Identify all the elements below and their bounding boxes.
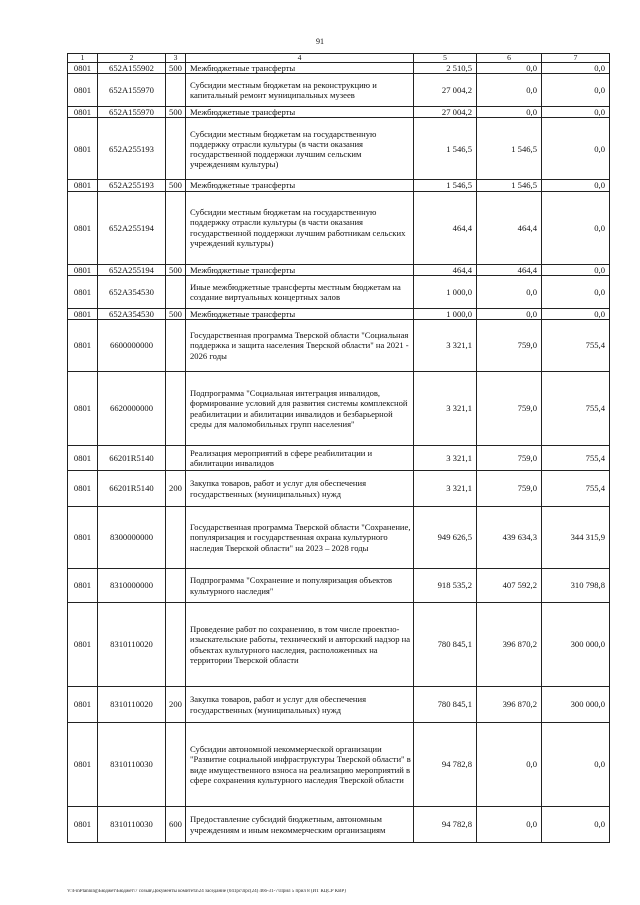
amount-cell: 0,0	[477, 275, 542, 308]
amount-cell: 27 004,2	[414, 107, 477, 118]
file-path-footer: V:\FinPlanning\Бюджет\Бюджет\7 созыв\Документы комитета\24 заседание (041рс\прс(24) 466-31-7\Прил 5 прил 8 (ИТ КЦСР КВР)	[67, 889, 346, 894]
amount-cell: 0,0	[542, 723, 610, 807]
section-code-cell: 0801	[68, 507, 98, 569]
amount-cell: 0,0	[477, 807, 542, 843]
table-row	[68, 264, 610, 275]
description-cell: Государственная программа Тверской области "Социальная поддержка и защита населения Тверской области" на 2021 - 2026 годы	[186, 320, 414, 372]
description-cell: Закупка товаров, работ и услуг для обеспечения государственных (муниципальных) нужд	[186, 471, 414, 507]
amount-cell: 755,4	[542, 320, 610, 372]
table-row	[68, 107, 610, 118]
expense-type-cell	[166, 507, 186, 569]
section-code-cell: 0801	[68, 63, 98, 74]
amount-cell: 0,0	[542, 807, 610, 843]
amount-cell: 759,0	[477, 372, 542, 446]
description-cell: Реализация мероприятий в сфере реабилитации и абилитации инвалидов	[186, 446, 414, 471]
amount-cell: 300 000,0	[542, 603, 610, 687]
amount-cell: 0,0	[477, 723, 542, 807]
table-row	[68, 507, 610, 569]
expense-type-cell	[166, 320, 186, 372]
table-row	[68, 191, 610, 264]
table-row	[68, 372, 610, 446]
expense-type-cell	[166, 372, 186, 446]
amount-cell: 0,0	[477, 308, 542, 319]
table-row	[68, 471, 610, 507]
target-article-cell: 8310110020	[98, 603, 166, 687]
expense-type-cell: 500	[166, 308, 186, 319]
amount-cell: 780 845,1	[414, 687, 477, 723]
section-code-cell: 0801	[68, 471, 98, 507]
section-code-cell: 0801	[68, 723, 98, 807]
table-row	[68, 320, 610, 372]
table-row	[68, 118, 610, 180]
amount-cell: 407 592,2	[477, 569, 542, 603]
section-code-cell: 0801	[68, 687, 98, 723]
amount-cell: 310 798,8	[542, 569, 610, 603]
section-code-cell: 0801	[68, 807, 98, 843]
target-article-cell: 8310110030	[98, 807, 166, 843]
description-cell: Межбюджетные трансферты	[186, 63, 414, 74]
column-header: 6	[477, 54, 542, 63]
column-header: 7	[542, 54, 610, 63]
description-cell: Закупка товаров, работ и услуг для обеспечения государственных (муниципальных) нужд	[186, 687, 414, 723]
expense-type-cell	[166, 74, 186, 107]
amount-cell: 0,0	[542, 74, 610, 107]
amount-cell: 300 000,0	[542, 687, 610, 723]
table-row	[68, 63, 610, 74]
amount-cell: 759,0	[477, 446, 542, 471]
amount-cell: 1 546,5	[414, 118, 477, 180]
target-article-cell: 66201R5140	[98, 446, 166, 471]
target-article-cell: 652A255194	[98, 264, 166, 275]
amount-cell: 0,0	[542, 264, 610, 275]
target-article-cell: 8310000000	[98, 569, 166, 603]
target-article-cell: 652A354530	[98, 275, 166, 308]
section-code-cell: 0801	[68, 308, 98, 319]
target-article-cell: 6620000000	[98, 372, 166, 446]
amount-cell: 0,0	[477, 74, 542, 107]
amount-cell: 0,0	[542, 308, 610, 319]
table-row	[68, 569, 610, 603]
amount-cell: 396 870,2	[477, 603, 542, 687]
table-row	[68, 275, 610, 308]
expense-type-cell	[166, 275, 186, 308]
amount-cell: 94 782,8	[414, 723, 477, 807]
amount-cell: 0,0	[542, 275, 610, 308]
target-article-cell: 652A255193	[98, 118, 166, 180]
description-cell: Субсидии автономной некоммерческой организации "Развитие социальной инфраструктуры Тверской области" в виде имущественного взноса на реализацию мероприятий в сфере сохранения культурного наследия Тверской области	[186, 723, 414, 807]
amount-cell: 0,0	[542, 63, 610, 74]
target-article-cell: 652A255193	[98, 180, 166, 191]
column-header: 1	[68, 54, 98, 63]
target-article-cell: 6600000000	[98, 320, 166, 372]
description-cell: Межбюджетные трансферты	[186, 308, 414, 319]
amount-cell: 949 626,5	[414, 507, 477, 569]
amount-cell: 1 000,0	[414, 275, 477, 308]
description-cell: Иные межбюджетные трансферты местным бюджетам на создание виртуальных концертных залов	[186, 275, 414, 308]
amount-cell: 464,4	[477, 191, 542, 264]
amount-cell: 759,0	[477, 471, 542, 507]
amount-cell: 1 000,0	[414, 308, 477, 319]
section-code-cell: 0801	[68, 603, 98, 687]
description-cell: Предоставление субсидий бюджетным, автономным учреждениям и иным некоммерческим организациям	[186, 807, 414, 843]
amount-cell: 3 321,1	[414, 320, 477, 372]
expense-type-cell	[166, 118, 186, 180]
table-header-row	[68, 54, 610, 63]
column-header: 3	[166, 54, 186, 63]
description-cell: Подпрограмма "Социальная интеграция инвалидов, формирование условий для развития системы комплексной реабилитации и абилитации инвалидов и безбарьерной среды для маломобильных групп населения"	[186, 372, 414, 446]
section-code-cell: 0801	[68, 372, 98, 446]
description-cell: Межбюджетные трансферты	[186, 180, 414, 191]
target-article-cell: 652A155902	[98, 63, 166, 74]
description-cell: Субсидии местным бюджетам на государственную поддержку отрасли культуры (в части оказания государственной поддержки лучшим работникам сельских учреждений культуры)	[186, 191, 414, 264]
amount-cell: 3 321,1	[414, 446, 477, 471]
table-row	[68, 603, 610, 687]
section-code-cell: 0801	[68, 118, 98, 180]
expense-type-cell	[166, 191, 186, 264]
amount-cell: 1 546,5	[477, 180, 542, 191]
section-code-cell: 0801	[68, 74, 98, 107]
table-row	[68, 807, 610, 843]
section-code-cell: 0801	[68, 569, 98, 603]
amount-cell: 27 004,2	[414, 74, 477, 107]
table-row	[68, 687, 610, 723]
section-code-cell: 0801	[68, 320, 98, 372]
table-row	[68, 74, 610, 107]
description-cell: Подпрограмма "Сохранение и популяризация объектов культурного наследия"	[186, 569, 414, 603]
amount-cell: 759,0	[477, 320, 542, 372]
table-row	[68, 723, 610, 807]
expense-type-cell: 500	[166, 180, 186, 191]
target-article-cell: 66201R5140	[98, 471, 166, 507]
section-code-cell: 0801	[68, 191, 98, 264]
section-code-cell: 0801	[68, 446, 98, 471]
target-article-cell: 8300000000	[98, 507, 166, 569]
description-cell: Субсидии местным бюджетам на государственную поддержку отрасли культуры (в части оказания государственной поддержки лучшим сельским учреждениям культуры)	[186, 118, 414, 180]
section-code-cell: 0801	[68, 264, 98, 275]
expense-type-cell: 600	[166, 807, 186, 843]
expense-type-cell: 200	[166, 687, 186, 723]
description-cell: Межбюджетные трансферты	[186, 107, 414, 118]
section-code-cell: 0801	[68, 107, 98, 118]
amount-cell: 0,0	[542, 118, 610, 180]
amount-cell: 1 546,5	[477, 118, 542, 180]
amount-cell: 0,0	[477, 107, 542, 118]
target-article-cell: 8310110030	[98, 723, 166, 807]
amount-cell: 1 546,5	[414, 180, 477, 191]
expense-type-cell: 200	[166, 471, 186, 507]
column-header: 2	[98, 54, 166, 63]
amount-cell: 755,4	[542, 471, 610, 507]
description-cell: Проведение работ по сохранению, в том числе проектно-изыскательские работы, технический и авторский надзор на объектах культурного наследия, расположенных на территории Тверской области	[186, 603, 414, 687]
section-code-cell: 0801	[68, 275, 98, 308]
target-article-cell: 652A155970	[98, 74, 166, 107]
amount-cell: 0,0	[542, 107, 610, 118]
amount-cell: 755,4	[542, 446, 610, 471]
amount-cell: 0,0	[542, 191, 610, 264]
column-header: 4	[186, 54, 414, 63]
table-row	[68, 308, 610, 319]
table-row	[68, 446, 610, 471]
amount-cell: 3 321,1	[414, 471, 477, 507]
amount-cell: 396 870,2	[477, 687, 542, 723]
description-cell: Межбюджетные трансферты	[186, 264, 414, 275]
section-code-cell: 0801	[68, 180, 98, 191]
table-row	[68, 180, 610, 191]
target-article-cell: 8310110020	[98, 687, 166, 723]
description-cell: Субсидии местным бюджетам на реконструкцию и капитальный ремонт муниципальных музеев	[186, 74, 414, 107]
page-number: 91	[316, 37, 324, 46]
amount-cell: 0,0	[477, 63, 542, 74]
expense-type-cell	[166, 723, 186, 807]
expense-type-cell	[166, 603, 186, 687]
amount-cell: 0,0	[542, 180, 610, 191]
amount-cell: 464,4	[414, 264, 477, 275]
expense-type-cell	[166, 569, 186, 603]
amount-cell: 464,4	[477, 264, 542, 275]
budget-table	[67, 53, 610, 843]
amount-cell: 2 510,5	[414, 63, 477, 74]
amount-cell: 3 321,1	[414, 372, 477, 446]
amount-cell: 94 782,8	[414, 807, 477, 843]
amount-cell: 918 535,2	[414, 569, 477, 603]
column-header: 5	[414, 54, 477, 63]
expense-type-cell	[166, 446, 186, 471]
target-article-cell: 652A155970	[98, 107, 166, 118]
expense-type-cell: 500	[166, 63, 186, 74]
amount-cell: 439 634,3	[477, 507, 542, 569]
amount-cell: 464,4	[414, 191, 477, 264]
amount-cell: 755,4	[542, 372, 610, 446]
amount-cell: 344 315,9	[542, 507, 610, 569]
target-article-cell: 652A255194	[98, 191, 166, 264]
expense-type-cell: 500	[166, 264, 186, 275]
amount-cell: 780 845,1	[414, 603, 477, 687]
description-cell: Государственная программа Тверской области "Сохранение, популяризация и государственная охрана культурного наследия Тверской области" на 2023 – 2028 годы	[186, 507, 414, 569]
expense-type-cell: 500	[166, 107, 186, 118]
target-article-cell: 652A354530	[98, 308, 166, 319]
